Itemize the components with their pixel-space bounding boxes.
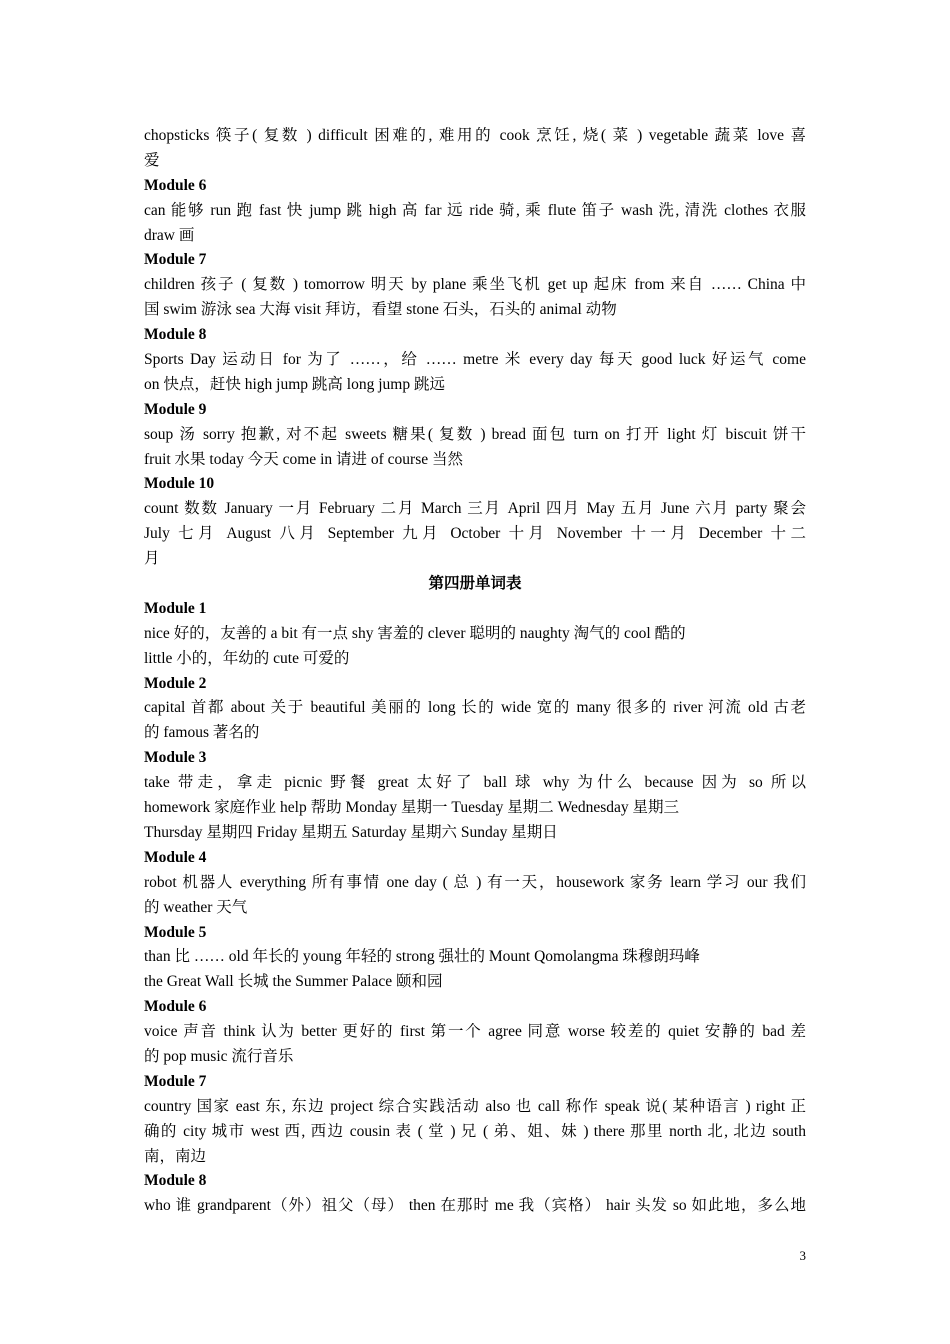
book3-module8-line-2: on 快点，赶快 high jump 跳高 long jump 跳远 [144,375,445,393]
book4-module5-line-2: the Great Wall 长城 the Summer Palace 颐和园 [144,973,443,991]
book3-module6-line-1: can 能够 run 跑 fast 快 jump 跳 high 高 far 远 ride 骑, 乘 flute 笛子 wash 洗, 清洗 clothes 衣服 [144,201,806,219]
book4-module3-heading: Module 3 [144,749,207,767]
book4-module3-line-2: homework 家庭作业 help 帮助 Monday 星期一 Tuesday 星期二 Wednesday 星期三 [144,799,680,817]
book4-module2-line-2: 的 famous 著名的 [144,724,260,742]
book4-module6-heading: Module 6 [144,998,207,1016]
book4-module8-line-1: who 谁 grandparent（外）祖父（母） then 在那时 me 我（宾格） hair 头发 so 如此地，多么地 [144,1197,806,1215]
book4-module1-line-2: little 小的，年幼的 cute 可爱的 [144,649,350,667]
book4-module7-line-1: country 国家 east 东, 东边 project 综合实践活动 also 也 call 称作 speak 说( 某种语言 ) right 正 [144,1097,806,1115]
book4-module7-line-3: 南，南边 [144,1147,207,1165]
book3-module8-heading: Module 8 [144,326,207,344]
book3-module6-heading: Module 6 [144,176,207,194]
book4-module7-heading: Module 7 [144,1072,207,1090]
book4-module5-line-1: than 比 …… old 年长的 young 年轻的 strong 强壮的 Mount Qomolangma 珠穆朗玛峰 [144,948,700,966]
page-number: 3 [799,1248,806,1263]
book4-module8-heading: Module 8 [144,1172,207,1190]
book3-module5-line-1: chopsticks 筷子( 复数 ) difficult 困难的, 难用的 cook 烹饪, 烧( 菜 ) vegetable 蔬菜 love 喜 [144,127,806,144]
book4-module6-line-2: 的 pop music 流行音乐 [144,1047,294,1065]
book4-module1-line-1: nice 好的，友善的 a bit 有一点 shy 害羞的 clever 聪明的 naughty 淘气的 cool 酷的 [144,624,686,642]
book3-module10-line-2: July 七月 August 八月 September 九月 October 十月 November 十一月 December 十二 [144,525,806,543]
book3-module10-line-1: count 数数 January 一月 February 二月 March 三月 April 四月 May 五月 June 六月 party 聚会 [144,500,806,518]
book3-module9-line-2: fruit 水果 today 今天 come in 请进 of course 当然 [144,450,463,468]
book4-module1-heading: Module 1 [144,599,207,617]
book3-module10-heading: Module 10 [144,475,215,493]
book4-module7-line-2: 确的 city 城市 west 西, 西边 cousin 表 ( 堂 ) 兄 ( 弟、姐、妹 ) there 那里 north 北, 北边 south [144,1122,806,1140]
book4-module4-line-2: 的 weather 天气 [144,898,248,916]
book3-module8-line-1: Sports Day 运动日 for 为了 ……，给 …… metre 米 every day 每天 good luck 好运气 come [144,351,806,369]
book3-module9-line-1: soup 汤 sorry 抱歉, 对不起 sweets 糖果( 复数 ) bread 面包 turn on 打开 light 灯 biscuit 饼干 [144,425,806,443]
book3-module6-line-2: draw 画 [144,226,195,244]
book4-module4-line-1: robot 机器人 everything 所有事情 one day ( 总 ) 有一天，housework 家务 learn 学习 our 我们 [144,873,806,891]
book3-module7-line-2: 国 swim 游泳 sea 大海 visit 拜访，看望 stone 石头，石头的 animal 动物 [144,301,617,319]
book4-module2-line-1: capital 首都 about 关于 beautiful 美丽的 long 长的 wide 宽的 many 很多的 river 河流 old 古老 [144,699,806,717]
book4-module3-line-3: Thursday 星期四 Friday 星期五 Saturday 星期六 Sunday 星期日 [144,823,558,841]
book3-module7-heading: Module 7 [144,251,207,269]
book4-module3-line-1: take 带走，拿走 picnic 野餐 great 太好了 ball 球 why 为什么 because 因为 so 所以 [144,774,806,792]
book4-title: 第四册单词表 [428,575,522,593]
book4-module4-heading: Module 4 [144,848,207,866]
vocabulary-list [144,124,806,1219]
book3-module5-line-2: 爱 [144,151,160,169]
book4-module6-line-1: voice 声音 think 认为 better 更好的 first 第一个 agree 同意 worse 较差的 quiet 安静的 bad 差 [144,1023,806,1041]
book3-module10-line-3: 月 [144,550,160,568]
book4-module5-heading: Module 5 [144,923,207,941]
book3-module7-line-1: children 孩子 ( 复数 ) tomorrow 明天 by plane 乘坐飞机 get up 起床 from 来自 …… China 中 [144,276,806,294]
book4-module2-heading: Module 2 [144,674,207,692]
book3-module9-heading: Module 9 [144,400,207,418]
